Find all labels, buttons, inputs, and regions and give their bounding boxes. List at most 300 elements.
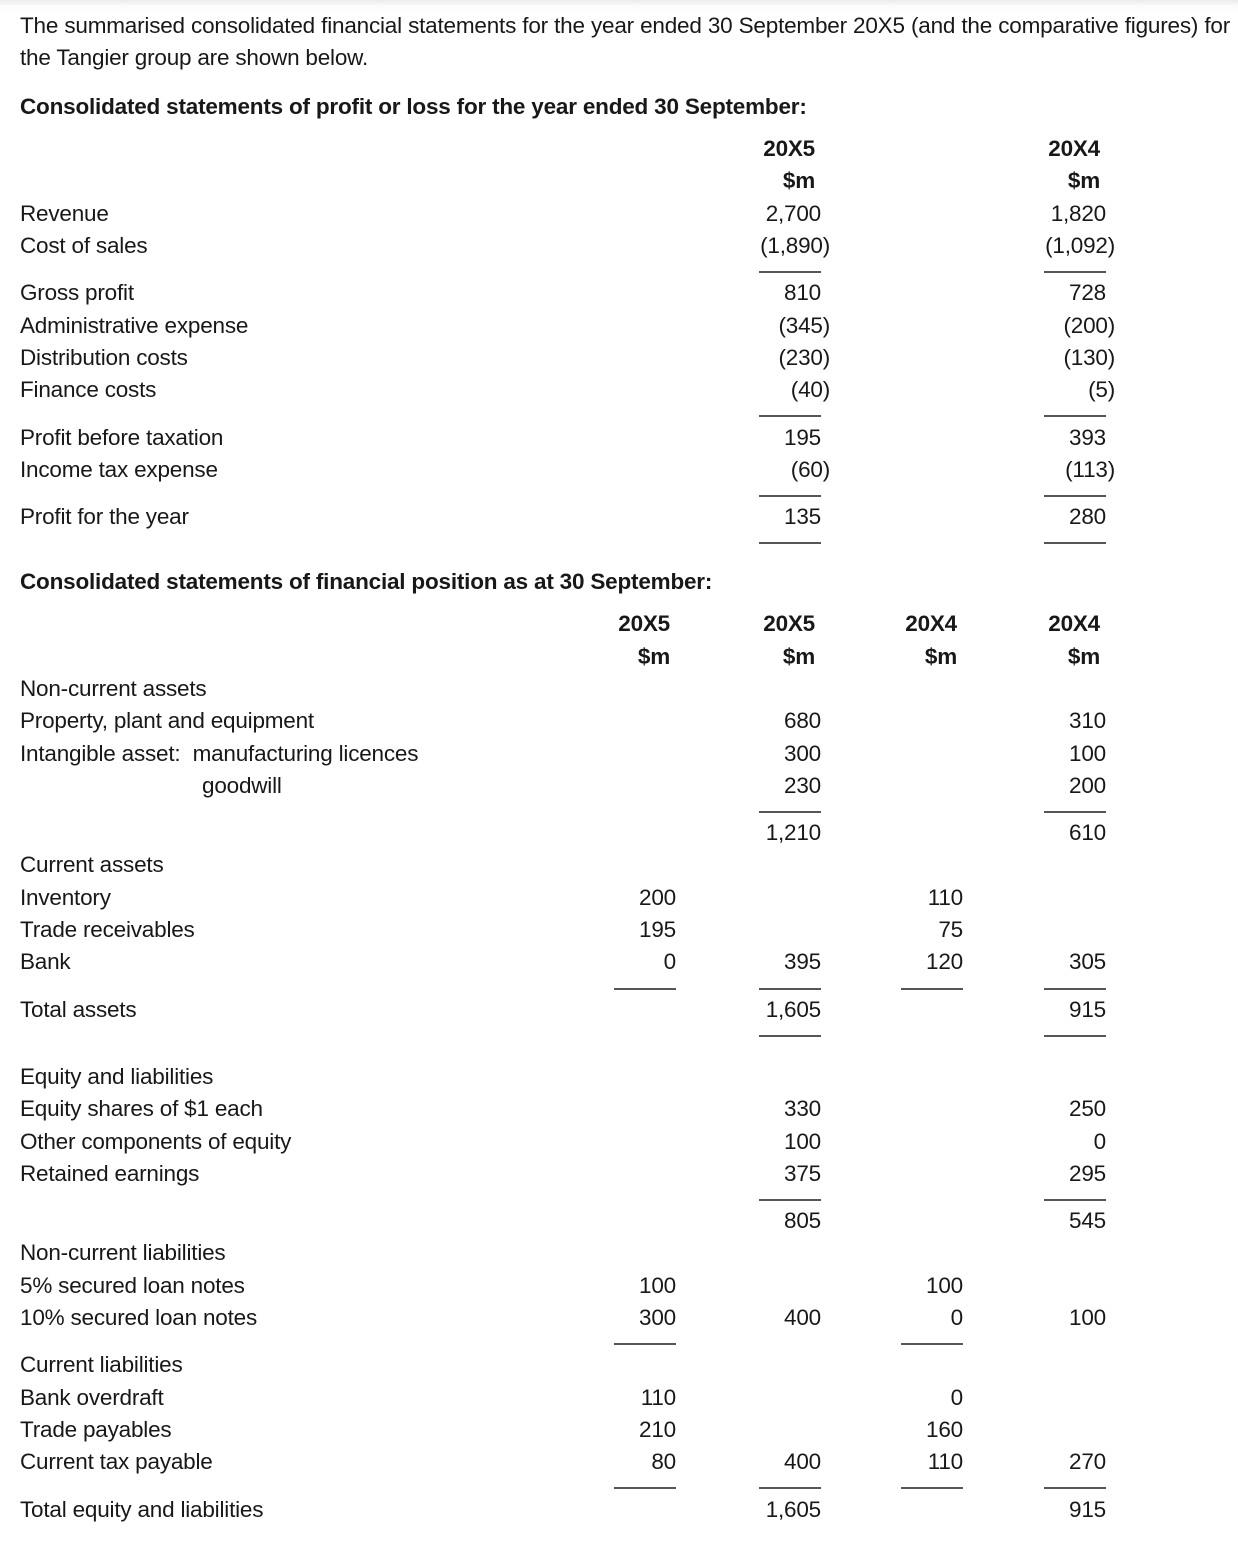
cell-value: 1,605 [765, 1496, 821, 1522]
value-cell [531, 277, 676, 309]
value-cell [963, 1302, 1106, 1334]
row-label [20, 133, 531, 165]
value-cell [531, 737, 676, 769]
data-row [20, 705, 1106, 737]
data-row [20, 1382, 1106, 1414]
data-row [20, 1302, 1106, 1334]
value-cell [676, 1382, 821, 1414]
cell-value: 0 [950, 1384, 963, 1410]
rule-cell [821, 406, 963, 421]
row-label: Cost of sales [20, 233, 148, 259]
cell-value: 200 [639, 884, 676, 910]
section-label-row [20, 673, 1106, 705]
rule-cell [676, 979, 821, 994]
rule-cell [676, 533, 821, 548]
column-header-cell [676, 641, 821, 673]
value-cell [821, 277, 963, 309]
cell-value: 280 [1069, 504, 1106, 530]
rule-cell [821, 1190, 963, 1205]
column-header-text: $m [782, 643, 815, 669]
cell-value: 110 [927, 884, 963, 910]
section-label-row [20, 1349, 1106, 1381]
row-label: Distribution costs [20, 344, 188, 370]
column-header-row [20, 165, 1106, 197]
value-cell [531, 849, 676, 881]
cell-value: 230 [784, 772, 821, 798]
value-cell [676, 705, 821, 737]
data-row [20, 882, 1106, 914]
row-label: Trade payables [20, 1416, 172, 1442]
row-label: 5% secured loan notes [20, 1272, 245, 1298]
value-cell [531, 230, 676, 262]
value-cell [676, 817, 821, 849]
value-cell [531, 421, 676, 453]
cell-value: (345) [778, 312, 830, 338]
row-label: Equity and liabilities [20, 1063, 214, 1089]
rule-cell [963, 262, 1106, 277]
column-header-text: $m [637, 643, 670, 669]
data-row [20, 914, 1106, 946]
total-rule [759, 1487, 821, 1489]
column-header-text: 20X5 [763, 136, 815, 162]
row-label [20, 802, 531, 817]
row-label [20, 533, 531, 548]
rule-cell [963, 979, 1106, 994]
rule-cell [821, 1334, 963, 1349]
value-cell [676, 1125, 821, 1157]
value-cell [821, 1302, 963, 1334]
intro-paragraph: The summarised consolidated financial statements for the year ended 30 September 20X5 (and the comparative figures) for the Tangier group are shown below. [20, 13, 1230, 70]
cell-value: 200 [1069, 772, 1106, 798]
cell-value: 2,700 [765, 200, 821, 226]
value-cell [531, 1061, 676, 1093]
cell-value: 1,210 [765, 820, 821, 846]
cell-value: 195 [639, 917, 676, 943]
data-row [20, 342, 1106, 374]
value-cell [676, 501, 821, 533]
value-cell [676, 946, 821, 978]
value-cell [963, 1041, 1106, 1061]
value-cell [676, 1414, 821, 1446]
value-cell [963, 817, 1106, 849]
cell-value: (60) [790, 456, 830, 482]
column-header-cell [963, 641, 1106, 673]
value-cell [963, 1237, 1106, 1269]
value-cell [676, 1446, 821, 1478]
cell-value: 300 [784, 740, 821, 766]
rule-cell [963, 486, 1106, 501]
value-cell [531, 705, 676, 737]
value-cell [821, 1041, 963, 1061]
cell-value: 300 [639, 1305, 676, 1331]
value-cell [821, 673, 963, 705]
value-cell [821, 882, 963, 914]
row-label: Current tax payable [20, 1449, 213, 1475]
total-rule [759, 1035, 821, 1037]
rule-cell [531, 802, 676, 817]
total-rule-row [20, 486, 1106, 501]
value-cell [531, 1414, 676, 1446]
value-cell [963, 946, 1106, 978]
cell-value: 728 [1069, 280, 1106, 306]
row-label [20, 979, 531, 994]
row-label [20, 608, 531, 640]
rule-cell [531, 979, 676, 994]
value-cell [963, 1158, 1106, 1190]
row-label: Revenue [20, 200, 109, 226]
cell-value: 195 [784, 424, 821, 450]
rule-cell [676, 1026, 821, 1041]
value-cell [963, 1270, 1106, 1302]
cell-value: 160 [926, 1416, 963, 1442]
value-cell [821, 1158, 963, 1190]
row-label: Total assets [20, 996, 137, 1022]
column-header-cell [821, 165, 963, 197]
column-header-text: 20X4 [1048, 136, 1100, 162]
row-label [20, 262, 531, 277]
value-cell [676, 1093, 821, 1125]
value-cell [821, 1125, 963, 1157]
spacer-row [20, 1041, 1106, 1061]
total-rule [759, 811, 821, 813]
total-rule-row [20, 406, 1106, 421]
value-cell [963, 1349, 1106, 1381]
column-header-cell [821, 641, 963, 673]
column-header-text: 20X5 [763, 611, 815, 637]
value-cell [821, 374, 963, 406]
row-label [20, 1190, 531, 1205]
value-cell [963, 1446, 1106, 1478]
value-cell [531, 1493, 676, 1525]
column-header-row [20, 133, 1106, 165]
rule-cell [963, 1026, 1106, 1041]
cell-value: 1,820 [1050, 200, 1106, 226]
value-cell [531, 1302, 676, 1334]
total-rule [1044, 415, 1106, 417]
row-label [20, 486, 531, 501]
total-rule [1044, 1199, 1106, 1201]
total-rule [1044, 495, 1106, 497]
row-label: Finance costs [20, 377, 157, 403]
cell-value: 680 [784, 708, 821, 734]
total-rule [759, 542, 821, 544]
row-label: 10% secured loan notes [20, 1305, 258, 1331]
data-row [20, 230, 1106, 262]
value-cell [963, 673, 1106, 705]
rule-cell [676, 802, 821, 817]
value-cell [963, 1093, 1106, 1125]
value-cell [676, 1041, 821, 1061]
column-header-cell [676, 165, 821, 197]
cell-value: (130) [1063, 344, 1115, 370]
value-cell [676, 914, 821, 946]
cell-value: 915 [1069, 996, 1106, 1022]
row-label: Income tax expense [20, 456, 218, 482]
column-header-cell [821, 608, 963, 640]
column-header-row [20, 608, 1106, 640]
data-row [20, 994, 1106, 1026]
value-cell [821, 1446, 963, 1478]
value-cell [676, 673, 821, 705]
column-header-cell [963, 133, 1106, 165]
value-cell [531, 1349, 676, 1381]
cell-value: (5) [1088, 377, 1115, 403]
row-label: Trade receivables [20, 917, 195, 943]
value-cell [963, 1493, 1106, 1525]
rule-cell [821, 979, 963, 994]
row-label: Property, plant and equipment [20, 708, 314, 734]
cell-value: 395 [784, 949, 821, 975]
row-label [20, 641, 531, 673]
cell-value: 120 [926, 949, 963, 975]
value-cell [676, 1302, 821, 1334]
row-label: Current assets [20, 852, 164, 878]
cell-value: 135 [784, 504, 821, 530]
value-cell [963, 454, 1115, 486]
value-cell [963, 1061, 1106, 1093]
row-label [20, 165, 531, 197]
total-rule [1044, 1487, 1106, 1489]
total-rule [759, 495, 821, 497]
value-cell [676, 277, 821, 309]
data-row [20, 1446, 1106, 1478]
value-cell [821, 501, 963, 533]
rule-cell [531, 533, 676, 548]
section-label-row [20, 1061, 1106, 1093]
cell-value: (1,092) [1045, 233, 1115, 259]
value-cell [963, 1205, 1106, 1237]
cell-value: 330 [784, 1096, 821, 1122]
row-label: Equity shares of $1 each [20, 1096, 263, 1122]
data-row [20, 309, 1106, 341]
rule-cell [963, 802, 1106, 817]
row-label: Non-current assets [20, 676, 207, 701]
value-cell [963, 994, 1106, 1026]
column-header-cell [676, 133, 821, 165]
value-cell [963, 501, 1106, 533]
total-rule-row [20, 979, 1106, 994]
value-cell [676, 1493, 821, 1525]
total-rule [759, 988, 821, 990]
value-cell [676, 882, 821, 914]
value-cell [963, 849, 1106, 881]
total-rule [901, 1343, 963, 1345]
cell-value: 100 [784, 1128, 821, 1154]
cell-value: 100 [1069, 1305, 1106, 1331]
value-cell [676, 770, 821, 802]
cell-value: 310 [1069, 708, 1106, 734]
data-row [20, 454, 1106, 486]
rule-cell [963, 1478, 1106, 1493]
data-row [20, 198, 1106, 230]
column-header-cell [963, 608, 1106, 640]
value-cell [963, 1414, 1106, 1446]
value-cell [676, 1270, 821, 1302]
row-label: Current liabilities [20, 1352, 183, 1378]
cell-value: 295 [1069, 1160, 1106, 1186]
row-label [20, 1026, 531, 1041]
row-label [20, 406, 531, 421]
value-cell [531, 1237, 676, 1269]
total-rule-row [20, 1026, 1106, 1041]
column-header-cell [531, 608, 676, 640]
value-cell [531, 1158, 676, 1190]
value-cell [821, 454, 963, 486]
value-cell [963, 770, 1106, 802]
row-label: Intangible asset: manufacturing licences [20, 740, 419, 766]
column-header-cell [531, 641, 676, 673]
row-label [20, 1205, 531, 1237]
rule-cell [821, 1478, 963, 1493]
value-cell [531, 1446, 676, 1478]
rule-cell [676, 486, 821, 501]
value-cell [531, 374, 676, 406]
value-cell [821, 849, 963, 881]
rule-cell [821, 533, 963, 548]
total-rule-row [20, 533, 1106, 548]
financial-position-heading: Consolidated statements of financial position as at 30 September: [20, 569, 713, 595]
value-cell [531, 501, 676, 533]
data-row [20, 1125, 1106, 1157]
cell-value: 915 [1069, 1496, 1106, 1522]
rule-cell [676, 406, 821, 421]
value-cell [821, 1414, 963, 1446]
rule-cell [821, 802, 963, 817]
row-label [20, 1334, 531, 1349]
value-cell [821, 342, 963, 374]
total-rule [759, 271, 821, 273]
data-row [20, 374, 1106, 406]
row-label: Other components of equity [20, 1128, 292, 1154]
value-cell [821, 1382, 963, 1414]
column-header-text: 20X4 [1048, 611, 1100, 637]
value-cell [531, 1270, 676, 1302]
value-cell [676, 1205, 821, 1237]
value-cell [676, 309, 830, 341]
value-cell [821, 230, 963, 262]
value-cell [531, 946, 676, 978]
value-cell [821, 1270, 963, 1302]
column-header-text: 20X4 [905, 611, 957, 637]
rule-cell [821, 1026, 963, 1041]
rule-cell [531, 1334, 676, 1349]
cell-value: 0 [663, 949, 676, 975]
data-row [20, 946, 1106, 978]
value-cell [963, 737, 1106, 769]
row-label: Bank overdraft [20, 1384, 164, 1410]
section-label-row [20, 849, 1106, 881]
cell-value: 805 [784, 1208, 821, 1234]
cell-value: 1,605 [765, 996, 821, 1022]
rule-cell [531, 406, 676, 421]
rule-cell [821, 262, 963, 277]
value-cell [676, 1237, 821, 1269]
value-cell [531, 882, 676, 914]
data-row [20, 1205, 1106, 1237]
value-cell [531, 198, 676, 230]
data-row [20, 817, 1106, 849]
cell-value: 0 [950, 1305, 963, 1331]
total-rule [1044, 811, 1106, 813]
total-rule [614, 1487, 676, 1489]
value-cell [531, 1093, 676, 1125]
value-cell [821, 198, 963, 230]
column-header-text: 20X5 [618, 611, 670, 637]
rule-cell [531, 486, 676, 501]
cell-value: 210 [639, 1416, 676, 1442]
cell-value: (200) [1063, 312, 1115, 338]
profit-loss-table [20, 133, 1115, 548]
value-cell [821, 1237, 963, 1269]
total-rule [1044, 988, 1106, 990]
cell-value: 810 [784, 280, 821, 306]
data-row [20, 1093, 1106, 1125]
column-header-cell [531, 133, 676, 165]
value-cell [676, 374, 830, 406]
cell-value: 100 [1069, 740, 1106, 766]
total-rule-row [20, 262, 1106, 277]
value-cell [531, 1382, 676, 1414]
rule-cell [676, 1190, 821, 1205]
value-cell [531, 1125, 676, 1157]
value-cell [963, 230, 1115, 262]
data-row [20, 277, 1106, 309]
column-header-cell [963, 165, 1106, 197]
value-cell [676, 342, 830, 374]
column-header-cell [676, 608, 821, 640]
value-cell [821, 1205, 963, 1237]
cell-value: 393 [1069, 424, 1106, 450]
row-label: Profit before taxation [20, 424, 224, 450]
value-cell [531, 342, 676, 374]
cell-value: 75 [938, 917, 963, 943]
data-row [20, 770, 1106, 802]
value-cell [676, 198, 821, 230]
total-rule [901, 988, 963, 990]
value-cell [531, 1205, 676, 1237]
total-rule-row [20, 1334, 1106, 1349]
cell-value: 0 [1093, 1128, 1106, 1154]
value-cell [531, 817, 676, 849]
value-cell [821, 421, 963, 453]
cell-value: 375 [784, 1160, 821, 1186]
value-cell [531, 673, 676, 705]
data-row [20, 421, 1106, 453]
rule-cell [676, 1334, 821, 1349]
value-cell [963, 342, 1115, 374]
rule-cell [963, 533, 1106, 548]
cell-value: 545 [1069, 1208, 1106, 1234]
value-cell [531, 454, 676, 486]
total-rule-row [20, 802, 1106, 817]
value-cell [963, 705, 1106, 737]
data-row [20, 737, 1106, 769]
value-cell [821, 737, 963, 769]
row-label: Retained earnings [20, 1160, 200, 1186]
total-rule [1044, 1035, 1106, 1037]
cell-value: 400 [784, 1305, 821, 1331]
value-cell [821, 770, 963, 802]
row-label: Inventory [20, 884, 111, 910]
value-cell [821, 309, 963, 341]
rule-cell [963, 1334, 1106, 1349]
cell-value: 400 [784, 1449, 821, 1475]
value-cell [821, 946, 963, 978]
data-row [20, 1414, 1106, 1446]
rule-cell [676, 1478, 821, 1493]
value-cell [676, 454, 830, 486]
row-label: Bank [20, 949, 71, 975]
